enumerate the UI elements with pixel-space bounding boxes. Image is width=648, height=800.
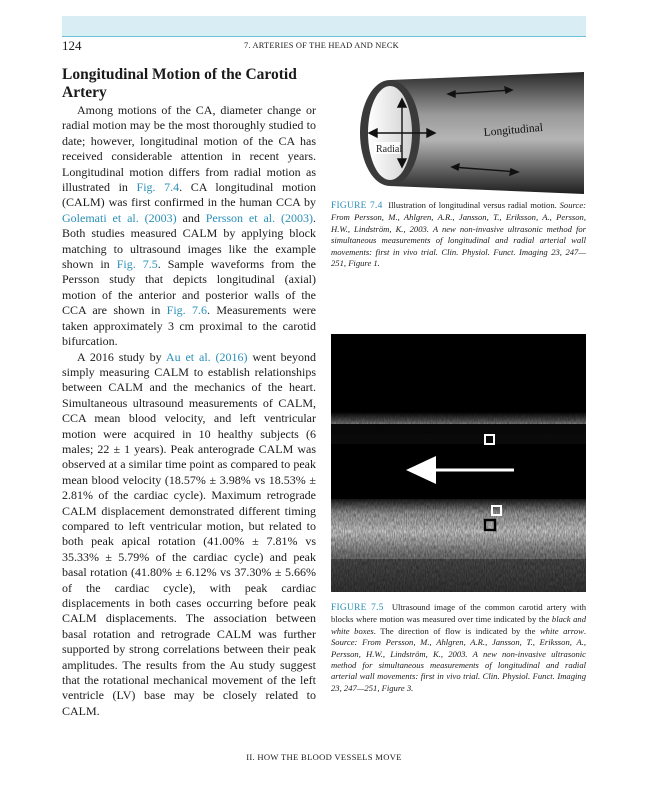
text-run: Among motions of the CA, diameter change or radial motion may be the most thoroughly studied to date; however, longitudinal motion of the CA has received considerable attention in recent years. Longitudinal motion differs from radial motion as illustrated in [62,103,316,195]
paragraph-2 [62,350,316,720]
page-number: 124 [62,38,82,53]
figure-7-4-caption [331,200,586,269]
paragraph-1 [62,103,316,350]
longitudinal-label: Longitudinal [483,121,544,139]
caption-text: . [583,625,586,636]
text-run: . Both studies measured CALM by applying block matching to ultrasound images like the example shown in [62,210,316,272]
text-run: . CA longitudinal motion (CALM) was first confirmed in the human CCA by [62,180,316,210]
figure-7-4-illustration [352,72,584,194]
body-text-column [62,103,316,719]
figure-label: FIGURE 7.5 [331,603,384,613]
figure-7-5-caption [331,602,586,694]
caption-source: Source: From Persson, M., Ahlgren, A.R., Jansson, T., Eriksson, A., Persson, H.W., Lindström, K., 2003. A new non-invasive ultrasonic method for simultaneous measurements of longitudinal and radial arterial wall movements: first in vivo trial. Clin. Physiol. Funct. Imaging 23, 247—251, Figure 1. [331,200,586,269]
text-run: and [176,210,206,225]
caption-source: Source: From Persson, M., Ahlgren, A.R., Jansson, T., Eriksson, A., Persson, H.W., Lindström, K., 2003. A new non-invasive ultrasonic method for simultaneous measurements of longitudinal and radial arterial wall movements: first in vivo trial. Clin. Physiol. Funct. Imaging 23, 247—251, Figure 3. [331,637,586,693]
section-title: Longitudinal Motion of the Carotid Artery [62,66,297,101]
page-footer: II. HOW THE BLOOD VESSELS MOVE [246,752,402,762]
persson-citation-link[interactable]: Persson et al. (2003) [205,210,313,225]
figure-label: FIGURE 7.4 [331,201,383,211]
fig-7-6-link[interactable]: Fig. 7.6 [166,303,208,318]
golemati-citation-link[interactable]: Golemati et al. (2003) [62,210,177,225]
figure-7-5-ultrasound-image [331,334,586,592]
fig-7-4-link[interactable]: Fig. 7.4 [136,180,180,195]
header-rule [62,36,586,37]
text-run: . Sample waveforms from the Persson study that depicts longitudinal (axial) motion of the anterior and posterior walls of the CCA are shown in [62,257,317,318]
caption-text: Illustration of longitudinal versus radial motion. [388,200,560,210]
running-head: 7. ARTERIES OF THE HEAD AND NECK [244,41,399,50]
radial-label: Radial [376,144,403,155]
text-run: A 2016 study by [77,349,166,364]
caption-emphasis: black and white boxes [331,614,586,636]
fig-7-5-link[interactable]: Fig. 7.5 [116,257,158,272]
caption-emphasis: white arrow [539,625,584,636]
caption-text: . The direction of flow is indicated by the [373,625,540,636]
caption-text: Ultrasound image of the common carotid artery with blocks where motion was measured over time indicated by the [331,602,587,625]
header-band [62,16,586,36]
text-run: . Measurements were taken approximately 3 cm proximal to the carotid bifurcation. [62,303,316,349]
text-run: went beyond simply measuring CALM to establish relationships between CALM and the mechanics of the heart. Simultaneous ultrasound measurements of CALM, CCA mean blood velocity, and left ventricular motion were acquired in 10 healthy subjects (6 males; 22 ± 1 years). Peak anterograde CALM was observed at a similar time point as compared to peak mean blood velocity (18.57% ± 3.98% vs 18.53% ± 2.81% of the cardiac cycle). Maximum retrograde CALM displacement demonstrated different timing compared to left ventricular motion, but related to both peak apical rotation (41.00% ± 7.81% vs 35.33% ± 5.79% of the cardiac cycle) and peak basal rotation (41.80% ± 6.12% vs 37.30% ± 5.66% of the cardiac cycle), with peak cardiac displacements in both cases occurring before peak CALM displacements. The association between basal rotation and retrograde CALM was further supported by strong correlations between their peak amplitudes. The results from the Au study suggest that the rotational mechanical movement of the left ventricle (LV) base may be closely related to CALM. [62,349,316,718]
au-citation-link[interactable]: Au et al. (2016) [165,349,248,364]
